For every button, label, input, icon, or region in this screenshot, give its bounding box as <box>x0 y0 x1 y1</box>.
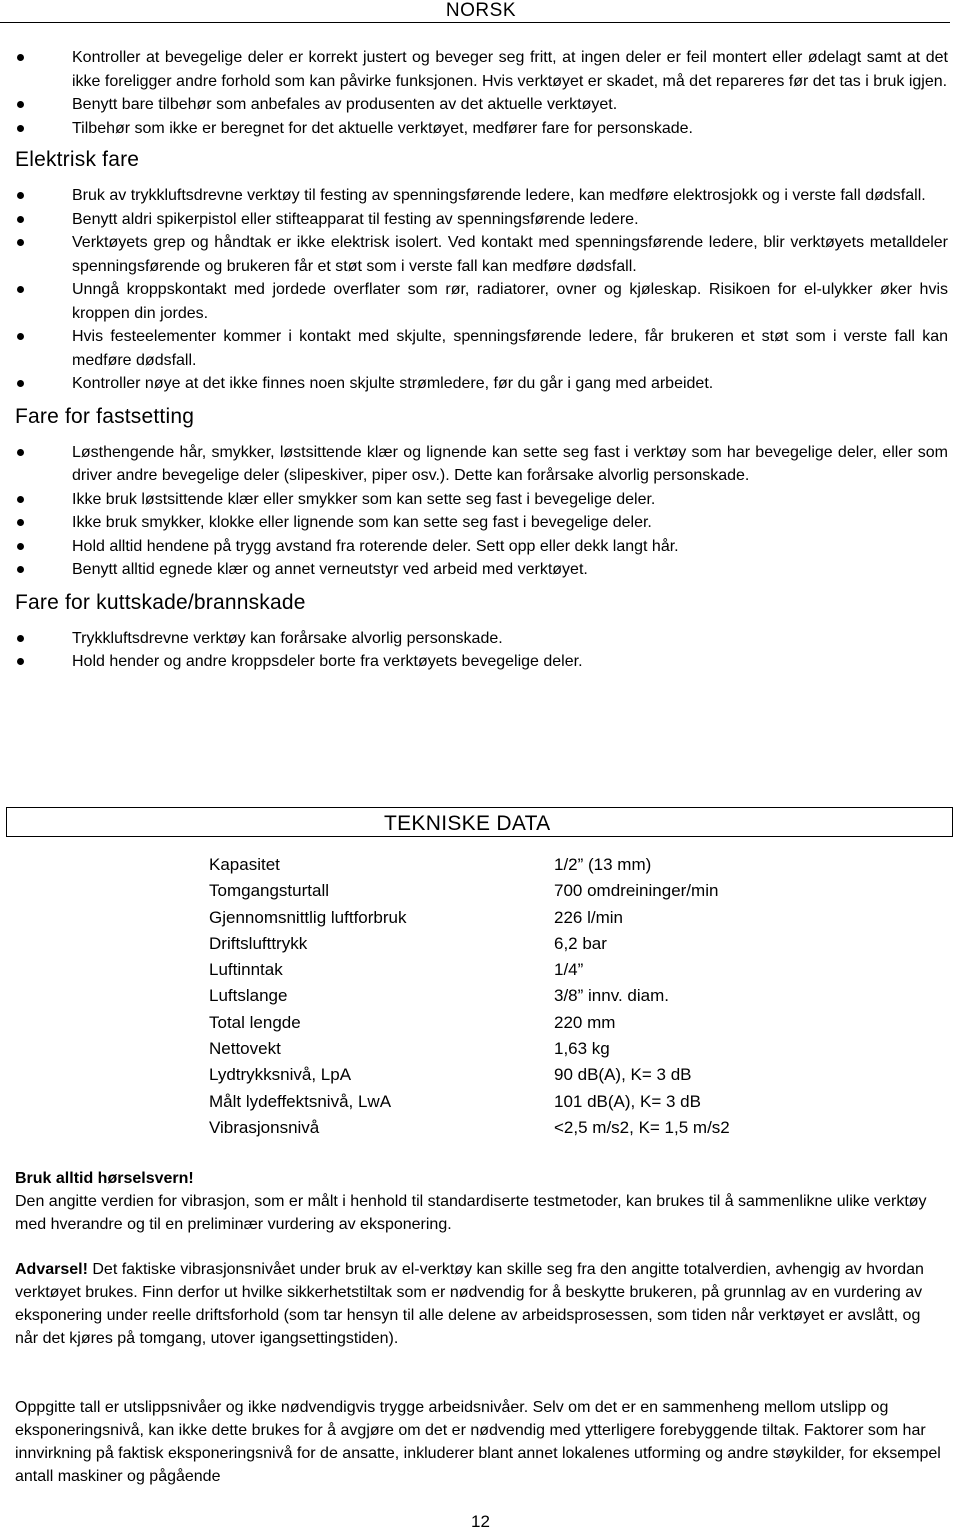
spec-value: 1/4” <box>554 960 584 980</box>
section-heading-cut-burn: Fare for kuttskade/brannskade <box>15 590 306 614</box>
bullet-icon <box>17 543 24 550</box>
spec-value: 700 omdreininger/min <box>554 881 719 901</box>
bullet-icon <box>17 101 24 108</box>
list-item: Verktøyets grep og håndtak er ikke elektrisk isolert. Ved kontakt med spenningsførende ledere, blir verktøyets metalldeler spenningsførende og brukeren får et støt som i verste fall kan medføre dødsfall. <box>15 231 948 278</box>
spec-label: Total lengde <box>209 1012 301 1032</box>
warning-label: Advarsel! <box>15 1261 88 1278</box>
closing-paragraph <box>15 1396 945 1488</box>
list-item: Kontroller at bevegelige deler er korrekt justert og beveger seg fritt, at ingen deler er feil montert eller ødelagt samt at det ikke foreligger andre forhold som kan påvirke funksjonen. Hvis verktøyet er skadet, må det repareres før det tas i bruk igjen. <box>15 46 948 93</box>
warning-paragraph <box>15 1258 945 1350</box>
electrical-bullet-list <box>15 184 948 396</box>
bullet-icon <box>17 54 24 61</box>
bullet-icon <box>17 216 24 223</box>
warning-text: Det faktiske vibrasjonsnivået under bruk av el-verktøy kan skille seg fra den angitte totalverdien, avhengig av hvordan verktøyet brukes. Finn derfor ut hvilke sikkerhetstiltak som er nødvendig for å beskytte brukeren, på grunnlag av en vurdering av eksponering under reelle driftsforhold (som tar hensyn til alle delene av arbeidsprosessen, som tiden når verktøyet er avslått, og når det kjøres på tomgang, utover igangsettingstiden). <box>15 1261 924 1347</box>
spec-label: Kapasitet <box>209 855 280 874</box>
spec-value: 1/2” (13 mm) <box>554 855 652 874</box>
list-item: Hold hender og andre kroppsdeler borte fra verktøyets bevegelige deler. <box>15 650 948 674</box>
list-item: Tilbehør som ikke er beregnet for det aktuelle verktøyet, medfører fare for personskade. <box>15 117 948 141</box>
tech-data-header-box <box>6 807 953 837</box>
spec-label: Tomgangsturtall <box>209 881 330 901</box>
list-item: Bruk av trykkluftsdrevne verktøy til festing av spenningsførende ledere, kan medføre elektrosjokk og i verste fall dødsfall. <box>15 184 948 208</box>
spec-label: Luftslange <box>209 986 288 1006</box>
spec-label: Nettovekt <box>209 1039 281 1059</box>
list-item: Benytt aldri spikerpistol eller stifteapparat til festing av spenningsførende ledere. <box>15 208 948 232</box>
spec-value: 90 dB(A), K= 3 dB <box>554 1065 692 1085</box>
bullet-icon <box>17 380 24 387</box>
bullet-icon <box>17 658 24 665</box>
spec-label: Gjennomsnittlig luftforbruk <box>209 907 407 927</box>
spec-value: 101 dB(A), K= 3 dB <box>554 1091 701 1111</box>
hearing-protection-paragraph <box>15 1167 945 1236</box>
spec-label: Luftinntak <box>209 960 283 980</box>
list-item: Ikke bruk smykker, klokke eller lignende som kan sette seg fast i bevegelige deler. <box>15 511 948 535</box>
bullet-icon <box>17 635 24 642</box>
bullet-icon <box>17 125 24 132</box>
intro-bullet-list <box>15 46 948 140</box>
list-item: Benytt bare tilbehør som anbefales av produsenten av det aktuelle verktøyet. <box>15 93 948 117</box>
page-header <box>0 0 950 23</box>
list-item: Kontroller nøye at det ikke finnes noen skjulte strømledere, før du går i gang med arbeidet. <box>15 372 948 396</box>
spec-value: 1,63 kg <box>554 1039 610 1059</box>
spec-label: Driftslufttrykk <box>209 933 308 953</box>
safety-content <box>15 46 948 674</box>
list-item: Hvis festeelementer kommer i kontakt med skjulte, spenningsførende ledere, får brukeren et støt som i verste fall kan medføre dødsfall. <box>15 325 948 372</box>
list-item: Unngå kroppskontakt med jordede overflater som rør, radiatorer, ovner og kjøleskap. Risikoen for el-ulykker øker hvis kroppen din jordes. <box>15 278 948 325</box>
spec-value: <2,5 m/s2, K= 1,5 m/s2 <box>554 1117 730 1137</box>
bullet-icon <box>17 519 24 526</box>
section-heading-entanglement: Fare for fastsetting <box>15 404 195 428</box>
section-heading-electrical: Elektrisk fare <box>15 148 140 171</box>
bullet-icon <box>17 286 24 293</box>
spec-value: 3/8” innv. diam. <box>554 986 669 1006</box>
hearing-protection-heading: Bruk alltid hørselsvern! <box>15 1170 194 1187</box>
hearing-protection-text: Den angitte verdien for vibrasjon, som er målt i henhold til standardiserte testmetoder, kan brukes til å sammenlikne ulike verktøy med hverandre og til en preliminær vurdering av eksponering. <box>15 1193 927 1233</box>
bullet-icon <box>17 449 24 456</box>
tech-data-title: TEKNISKE DATA <box>384 812 551 835</box>
closing-text: Oppgitte tall er utslippsnivåer og ikke nødvendigvis trygge arbeidsnivåer. Selv om det er en sammenheng mellom utslipp og eksponeringsnivå, kan ikke dette brukes for å avgjøre om det er nødvendig med ytterligere forebyggende tiltak. Faktorer som har innvirkning på faktisk eksponeringsnivå for de ansatte, inkluderer blant annet lokalenes utforming og andre støykilder, for eksempel antall maskiner og pågående <box>15 1399 941 1485</box>
bullet-icon <box>17 496 24 503</box>
bullet-icon <box>17 333 24 340</box>
list-item: Hold alltid hendene på trygg avstand fra roterende deler. Sett opp eller dekk langt hår. <box>15 535 948 559</box>
spec-value: 220 mm <box>554 1012 616 1032</box>
bullet-icon <box>17 239 24 246</box>
list-item: Trykkluftsdrevne verktøy kan forårsake alvorlig personskade. <box>15 627 948 651</box>
spec-label: Vibrasjonsnivå <box>209 1117 320 1137</box>
cut-burn-bullet-list <box>15 627 948 674</box>
list-item: Løsthengende hår, smykker, løstsittende klær og lignende kan sette seg fast i verktøy som har bevegelige deler, eller som driver andre bevegelige deler (slipeskiver, piper osv.). Dette kan forårsake alvorlig personskade. <box>15 441 948 488</box>
bullet-icon <box>17 566 24 573</box>
spec-value: 6,2 bar <box>554 933 607 953</box>
entanglement-bullet-list <box>15 441 948 582</box>
list-item: Ikke bruk løstsittende klær eller smykker som kan sette seg fast i bevegelige deler. <box>15 488 948 512</box>
spec-value: 226 l/min <box>554 907 623 927</box>
header-title: NORSK <box>445 0 516 21</box>
spec-label: Lydtrykksnivå, LpA <box>209 1065 352 1085</box>
page-number: 12 <box>471 1512 490 1531</box>
bullet-icon <box>17 192 24 199</box>
spec-label: Målt lydeffektsnivå, LwA <box>209 1091 392 1111</box>
list-item: Benytt alltid egnede klær og annet verneutstyr ved arbeid med verktøyet. <box>15 558 948 582</box>
